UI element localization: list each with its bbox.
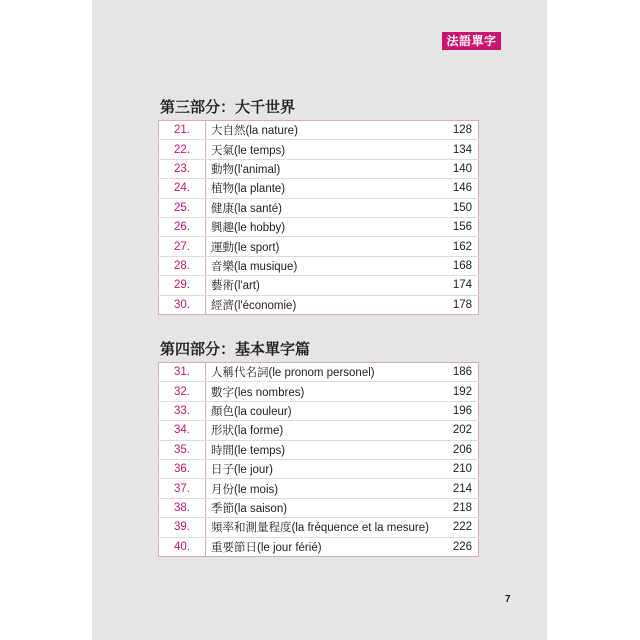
chapter-page-number: 150 — [432, 198, 479, 217]
chapter-title: 人稱代名詞(le pronom personel) — [206, 363, 433, 382]
chapter-title: 重要節日(le jour férié) — [206, 537, 433, 556]
chapter-page-number: 128 — [432, 121, 479, 140]
chapter-number: 27. — [159, 237, 206, 256]
chapter-number: 34. — [159, 421, 206, 440]
chapter-number: 21. — [159, 121, 206, 140]
page-number: 7 — [505, 594, 511, 605]
chapter-number: 33. — [159, 401, 206, 420]
chapter-page-number: 196 — [432, 401, 479, 420]
chapter-title: 興趣(le hobby) — [206, 217, 433, 236]
section-title-part-three: 第三部分：大千世界 — [160, 98, 296, 116]
chapter-number: 38. — [159, 498, 206, 517]
chapter-number: 32. — [159, 382, 206, 401]
chapter-page-number: 168 — [432, 256, 479, 275]
chapter-title: 數字(les nombres) — [206, 382, 433, 401]
chapter-title: 天氣(le temps) — [206, 140, 433, 159]
toc-row[interactable] — [159, 440, 479, 459]
chapter-number: 28. — [159, 256, 206, 275]
chapter-number: 24. — [159, 179, 206, 198]
chapter-number: 29. — [159, 276, 206, 295]
chapter-page-number: 156 — [432, 217, 479, 236]
toc-row[interactable] — [159, 498, 479, 517]
chapter-title: 健康(la santé) — [206, 198, 433, 217]
chapter-title: 時間(le temps) — [206, 440, 433, 459]
chapter-title: 藝術(l'art) — [206, 276, 433, 295]
chapter-title: 動物(l'animal) — [206, 159, 433, 178]
chapter-page-number: 218 — [432, 498, 479, 517]
chapter-title: 顏色(la couleur) — [206, 401, 433, 420]
chapter-number: 36. — [159, 459, 206, 478]
chapter-number: 31. — [159, 363, 206, 382]
chapter-page-number: 140 — [432, 159, 479, 178]
chapter-page-number: 186 — [432, 363, 479, 382]
toc-row[interactable] — [159, 217, 479, 236]
chapter-page-number: 146 — [432, 179, 479, 198]
chapter-page-number: 162 — [432, 237, 479, 256]
toc-row[interactable] — [159, 179, 479, 198]
toc-row[interactable] — [159, 382, 479, 401]
toc-row[interactable] — [159, 198, 479, 217]
book-title-badge: 法語單字 — [442, 32, 501, 50]
toc-row[interactable] — [159, 363, 479, 382]
chapter-page-number: 174 — [432, 276, 479, 295]
chapter-title: 頻率和測量程度(la fréquence et la mesure) — [206, 518, 433, 537]
chapter-title: 月份(le mois) — [206, 479, 433, 498]
toc-row[interactable] — [159, 518, 479, 537]
chapter-number: 23. — [159, 159, 206, 178]
toc-row[interactable] — [159, 537, 479, 556]
toc-table-part-three — [158, 120, 479, 315]
chapter-title: 季節(la saison) — [206, 498, 433, 517]
chapter-page-number: 202 — [432, 421, 479, 440]
toc-row[interactable] — [159, 121, 479, 140]
chapter-title: 大自然(la nature) — [206, 121, 433, 140]
section-title-part-four: 第四部分：基本單字篇 — [160, 340, 311, 358]
toc-row[interactable] — [159, 459, 479, 478]
chapter-title: 植物(la plante) — [206, 179, 433, 198]
toc-row[interactable] — [159, 401, 479, 420]
chapter-title: 日子(le jour) — [206, 459, 433, 478]
chapter-number: 40. — [159, 537, 206, 556]
toc-row[interactable] — [159, 159, 479, 178]
chapter-page-number: 206 — [432, 440, 479, 459]
chapter-page-number: 178 — [432, 295, 479, 314]
chapter-title: 經濟(l'économie) — [206, 295, 433, 314]
chapter-number: 37. — [159, 479, 206, 498]
chapter-page-number: 134 — [432, 140, 479, 159]
chapter-title: 音樂(la musique) — [206, 256, 433, 275]
toc-row[interactable] — [159, 256, 479, 275]
chapter-page-number: 226 — [432, 537, 479, 556]
chapter-title: 形狀(la forme) — [206, 421, 433, 440]
chapter-number: 26. — [159, 217, 206, 236]
toc-row[interactable] — [159, 421, 479, 440]
toc-row[interactable] — [159, 295, 479, 314]
chapter-page-number: 210 — [432, 459, 479, 478]
chapter-number: 30. — [159, 295, 206, 314]
toc-row[interactable] — [159, 276, 479, 295]
chapter-number: 25. — [159, 198, 206, 217]
chapter-title: 運動(le sport) — [206, 237, 433, 256]
chapter-number: 39. — [159, 518, 206, 537]
chapter-page-number: 214 — [432, 479, 479, 498]
toc-row[interactable] — [159, 237, 479, 256]
toc-table-part-four — [158, 362, 479, 557]
chapter-number: 35. — [159, 440, 206, 459]
chapter-number: 22. — [159, 140, 206, 159]
toc-row[interactable] — [159, 479, 479, 498]
chapter-page-number: 222 — [432, 518, 479, 537]
toc-row[interactable] — [159, 140, 479, 159]
chapter-page-number: 192 — [432, 382, 479, 401]
